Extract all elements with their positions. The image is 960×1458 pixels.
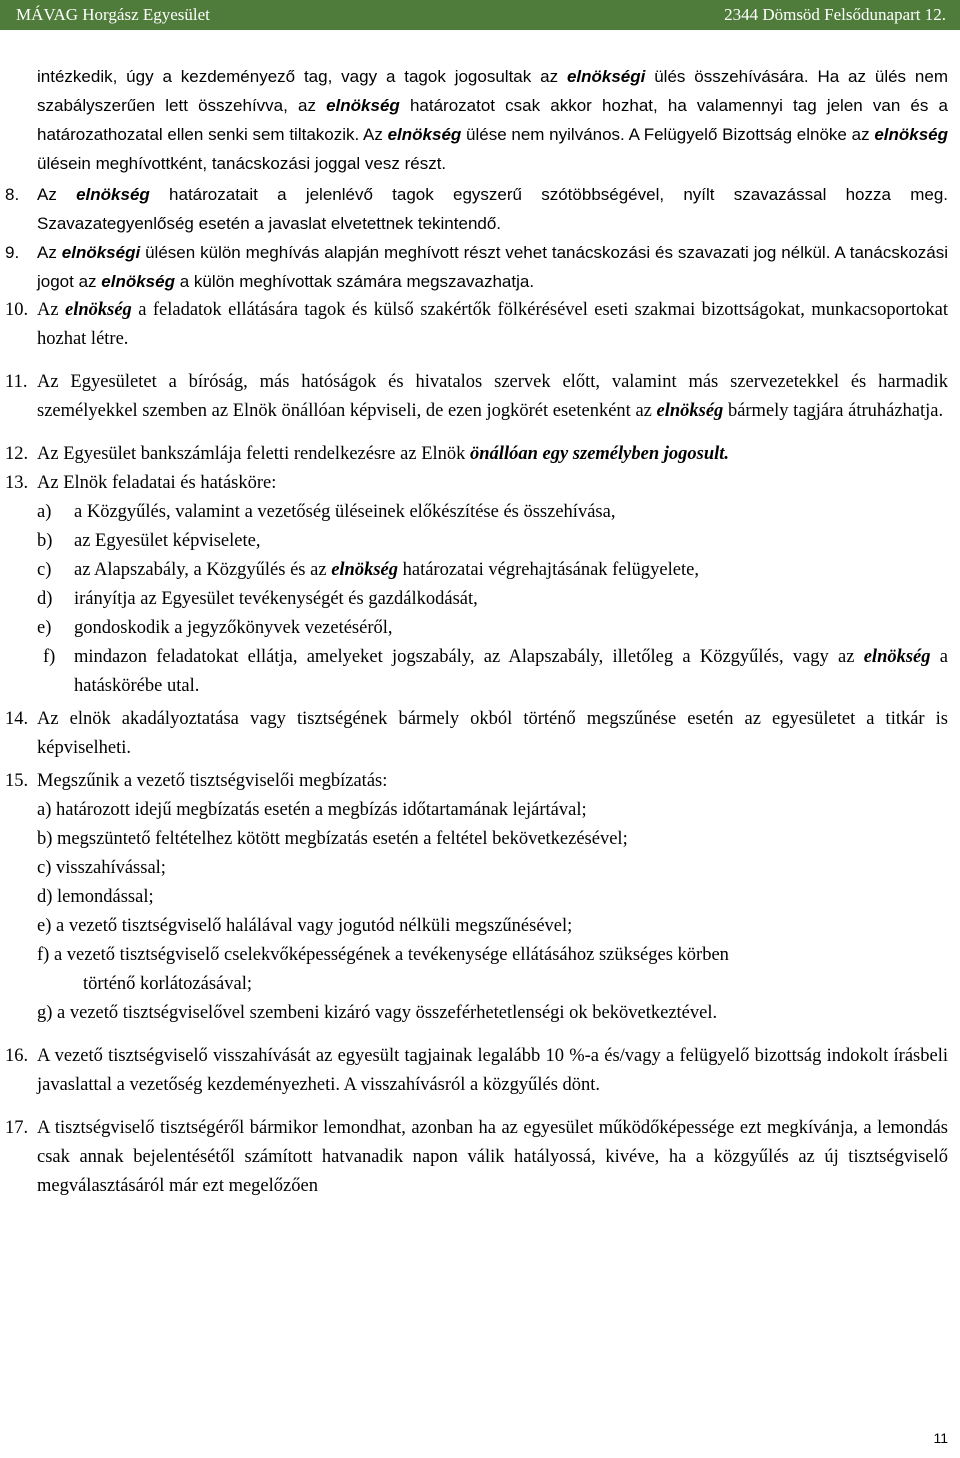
document-body (5, 62, 949, 1201)
list-item: g) a vezető tisztségviselővel szembeni kizáró vagy összeférhetetlenségi ok bekövetkeztével. (37, 1003, 718, 1023)
page-number: 11 (933, 1430, 948, 1446)
list-item: e) a vezető tisztségviselő halálával vagy jogutód nélküli megszűnésével; (37, 916, 573, 936)
list-item: c) visszahívással; (37, 858, 166, 878)
list-item: d) irányítja az Egyesület tevékenységét és gazdálkodását, (37, 589, 478, 609)
header-address: 2344 Dömsöd Felsődunapart 12. (724, 5, 946, 24)
paragraph-11: 11. Az Egyesületet a bíróság, más hatóságok és hivatalos szervek előtt, valamint más szervezetekkel és harmadik személyekkel szemben az Elnök önállóan képviseli, de ezen jogkörét esetenként az elnökség bármely tagjára átruházhatja. (5, 372, 948, 421)
paragraph-10: 10. Az elnökség a feladatok ellátására tagok és külső szakértők fölkérésével eseti szakmai bizottságokat, munkacsoportokat hozhat létre. (5, 300, 948, 349)
paragraph-17: 17. A tisztségviselő tisztségéről bármikor lemondhat, azonban ha az egyesület működőképessége ezt megkívánja, a lemondás csak annak bejelentésétől számított hatvanadik napon válik hatályossá, kivéve, ha a közgyűlés az új tisztségviselő megválasztásáról már ezt megelőzően (5, 1118, 948, 1196)
paragraph-13: 13. Az Elnök feladatai és hatásköre: a) a Közgyűlés, valamint a vezetőség üléseinek előkészítése és összehívása, b) az Egyesület képviselete, c) az Alapszabály, a Közgyűlés és az elnökség határozatai végrehajtásának felügyelete, d) irányítja az Egyesület tevékenységét és gazdálkodását, e) gondoskodik a jegyzőkönyvek vezetéséről, f) mindazon feladatokat ellátja, amelyeket jogszabály, az Alapszabály, illetőleg a Közgyűlés, vagy az elnökség a hatáskörébe utal. (37, 469, 948, 701)
paragraph-16: 16. A vezető tisztségviselő visszahívását az egyesült tagjainak legalább 10 %-a és/vagy a felügyelő bizottság indokolt írásbeli javaslattal a vezetőség kezdeményezheti. A visszahívásról a közgyűlés dönt. (5, 1046, 948, 1095)
paragraph-12: 12. Az Egyesület bankszámlája feletti rendelkezésre az Elnök önállóan egy személyben jogosult. (5, 444, 730, 464)
list-item: e) gondoskodik a jegyzőkönyvek vezetéséről, (37, 618, 393, 638)
paragraph-8: 8. Az elnökség határozatait a jelenlévő tagok egyszerű szótöbbségével, nyílt szavazással hozza meg. Szavazategyenlőség esetén a javaslat elvetettnek tekintendő. (5, 185, 949, 233)
paragraph-9: 9. Az elnökségi ülésen külön meghívás alapján meghívott részt vehet tanácskozási és szavazati jog nélkül. A tanácskozási jogot az elnökség a külön meghívottak számára megszavazhatja. (5, 243, 949, 291)
list-item: a) határozott idejű megbízatás esetén a megbízás időtartamának lejártával; (37, 800, 587, 820)
header-organization: MÁVAG Horgász Egyesület (16, 5, 210, 24)
paragraph-15: 15. Megszűnik a vezető tisztségviselői megbízatás: a) határozott idejű megbízatás esetén a megbízás időtartamának lejártával; b) megszüntető feltételhez kötött megbízatás esetén a feltétel bekövetkezésével; c) visszahívással; d) lemondással; e) a vezető tisztségviselő halálával vagy jogutód nélküli megszűnésével; f) a vezető tisztségviselő cselekvőképességének a tevékenysége ellátásához szükséges körben történő korlátozásával; g) a vezető tisztségviselővel szembeni kizáró vagy összeférhetetlenségi ok bekövetkeztével. (37, 767, 948, 1028)
paragraph-14: 14. Az elnök akadályoztatása vagy tisztségének bármely okból történő megszűnése esetén az egyesületet a titkár is képviselheti. (5, 709, 948, 758)
list-item: d) lemondással; (37, 887, 154, 907)
list-item: c) az Alapszabály, a Közgyűlés és az elnökség határozatai végrehajtásának felügyelete, (37, 560, 699, 580)
list-item: a) a Közgyűlés, valamint a vezetőség üléseinek előkészítése és összehívása, (37, 502, 616, 522)
page-header (0, 0, 960, 30)
list-item: f) a vezető tisztségviselő cselekvőképességének a tevékenysége ellátásához szükséges körben (37, 945, 729, 965)
list-item: b) az Egyesület képviselete, (37, 531, 261, 551)
list-item-continued: történő korlátozásával; (83, 974, 253, 994)
list-item: b) megszüntető feltételhez kötött megbízatás esetén a feltétel bekövetkezésével; (37, 829, 628, 849)
list-item: f) mindazon feladatokat ellátja, amelyeket jogszabály, az Alapszabály, illetőleg a Közgyűlés, vagy az elnökség a hatáskörébe utal. (43, 647, 948, 696)
paragraph-continued: intézkedik, úgy a kezdeményező tag, vagy a tagok jogosultak az elnökségi ülés összehívására. Ha az ülés nem szabályszerűen lett összehívva, az elnökség határozatot csak akkor hozhat, ha valamennyi tag jelen van és a határozathozatal ellen senki sem tiltakozik. Az elnökség ülése nem nyilvános. A Felügyelő Bizottság elnöke az elnökség ülésein meghívottként, tanácskozási joggal vesz részt. (37, 67, 949, 173)
